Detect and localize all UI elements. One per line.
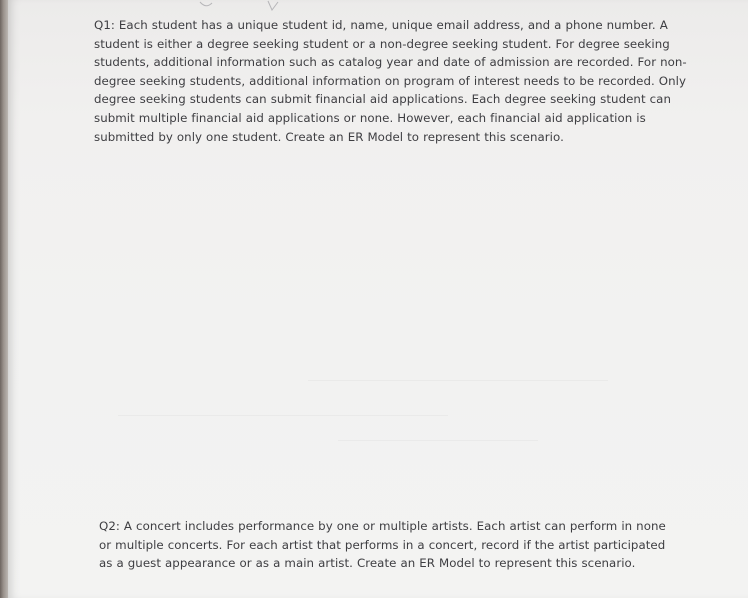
question-1: Q1: Each student has a unique student id, name, unique email address, and a phone number. A student is either a degree seeking student or a non-degree seeking student. For degree seeking students, additional information such as catalog year and date of admission are recorded. For non-degree seeking students, additional information on program of interest needs to be recorded. Only degree seeking students can submit financial aid applications. Each degree seeking student can submit multiple financial aid applications or none. However, each financial aid application is submitted by only one student. Create an ER Model to represent this scenario. xyxy=(94,18,687,144)
question-2: Q2: A concert includes performance by one or multiple artists. Each artist can perform in none or multiple concerts. For each artist that performs in a concert, record if the artist participated as a guest appearance or as a main artist. Create an ER Model to represent this scenario. xyxy=(99,519,666,571)
pen-mark xyxy=(198,0,288,12)
bleed-through-mark xyxy=(338,440,538,441)
bleed-through-mark xyxy=(118,415,448,416)
bleed-through-mark xyxy=(308,380,608,381)
